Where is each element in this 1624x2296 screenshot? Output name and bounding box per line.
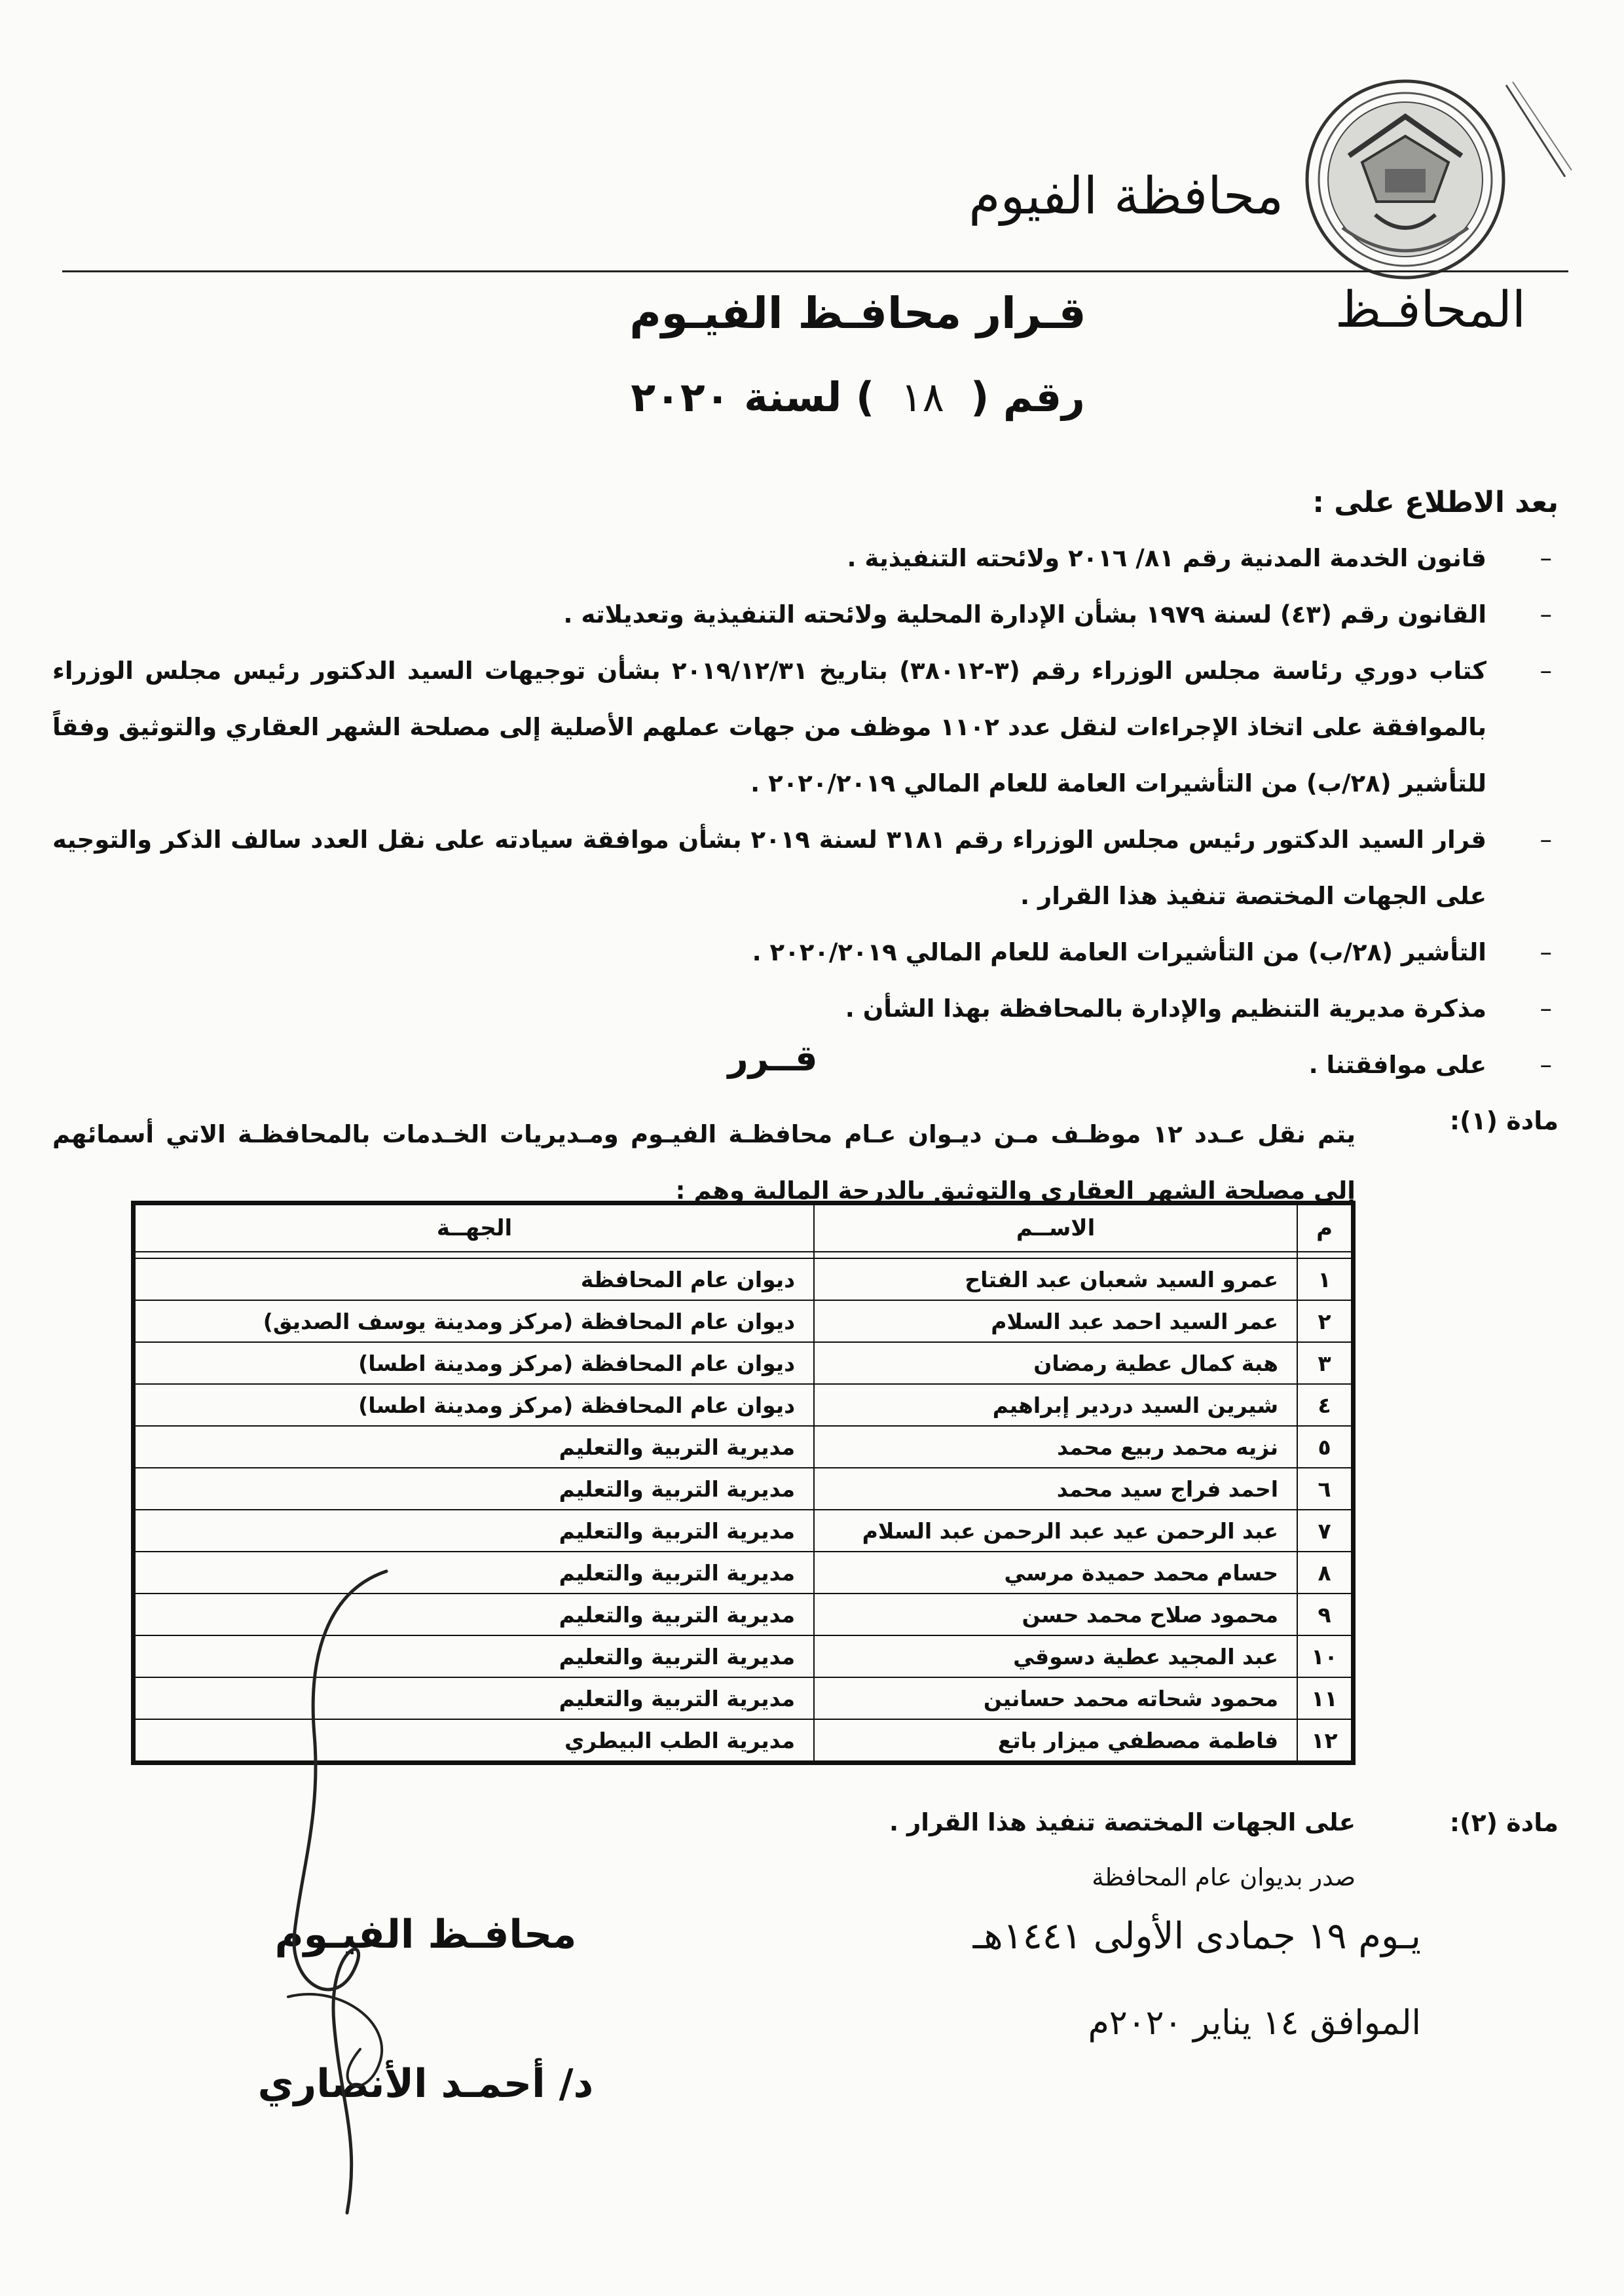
table-spacer-row	[135, 1252, 1352, 1258]
employee-department: مديرية التربية والتعليم	[135, 1594, 814, 1635]
decree-number-value: ١٨	[900, 373, 944, 421]
table-row	[135, 1468, 1352, 1510]
row-number: ١١	[1297, 1677, 1352, 1719]
preamble-item: – كتاب دوري رئاسة مجلس الوزراء رقم (٣-٣٨٠١٢) بتاريخ ٢٠١٩/١٢/٣١ بشأن توجيهات السيد الدكتور رئيس مجلس الوزراء بالموافقة على اتخاذ الإجراءات لنقل عدد ١١٠٢ موظف من جهات عملهم الأصلية إلى مصلحة الشهر العقاري والتوثيق وفقاً للتأشير (٢٨/ب) من التأشيرات العامة للعام المالي ٢٠٢٠/٢٠١٩ .	[52, 643, 1559, 812]
table-row	[135, 1510, 1352, 1552]
date-hijri: يـوم ١٩ جمادى الأولى ١٤٤١هـ	[972, 1915, 1421, 1958]
employee-name: حسام محمد حميدة مرسي	[814, 1552, 1297, 1594]
row-number: ١٠	[1297, 1635, 1352, 1677]
row-number: ٢	[1297, 1300, 1352, 1342]
employee-name: احمد فراج سيد محمد	[814, 1468, 1297, 1510]
employee-department: مديرية التربية والتعليم	[135, 1468, 814, 1510]
row-number: ٧	[1297, 1510, 1352, 1552]
employee-name: محمود شحاته محمد حسانين	[814, 1677, 1297, 1719]
row-number: ٦	[1297, 1468, 1352, 1510]
preamble-list	[52, 530, 1559, 1093]
row-number: ١٢	[1297, 1719, 1352, 1761]
issued-at: صدر بديوان عام المحافظة	[1092, 1863, 1356, 1891]
employee-name: محمود صلاح محمد حسن	[814, 1594, 1297, 1635]
employee-name: شيرين السيد دردير إبراهيم	[814, 1384, 1297, 1426]
row-number: ٨	[1297, 1552, 1352, 1594]
employee-name: عمرو السيد شعبان عبد الفتاح	[814, 1258, 1297, 1300]
employee-department: مديرية التربية والتعليم	[135, 1552, 814, 1594]
signer-title: محافـظ الفيـوم	[274, 1912, 577, 1958]
row-number: ٥	[1297, 1426, 1352, 1468]
article-2-text: على الجهات المختصة تنفيذ هذا القرار .	[889, 1808, 1356, 1836]
margin-pen-mark-icon	[1500, 79, 1578, 183]
decree-number-suffix: ) لسنة ٢٠٢٠	[631, 373, 875, 421]
employee-name: عبد المجيد عطية دسوقي	[814, 1635, 1297, 1677]
article-2-label: مادة (٢):	[1449, 1808, 1559, 1837]
column-header-name: الاســم	[814, 1205, 1297, 1252]
employee-department: مديرية التربية والتعليم	[135, 1510, 814, 1552]
row-number: ١	[1297, 1258, 1352, 1300]
table-row	[135, 1384, 1352, 1426]
row-number: ٤	[1297, 1384, 1352, 1426]
governorate-name: محافظة الفيوم	[969, 167, 1283, 226]
preamble-item: – التأشير (٢٨/ب) من التأشيرات العامة للعام المالي ٢٠٢٠/٢٠١٩ .	[52, 924, 1559, 981]
preamble-item: – قرار السيد الدكتور رئيس مجلس الوزراء رقم ٣١٨١ لسنة ٢٠١٩ بشأن موافقة سيادته على نقل العدد سالف الذكر والتوجيه على الجهات المختصة تنفيذ هذا القرار .	[52, 812, 1559, 924]
employee-department: ديوان عام المحافظة (مركز ومدينة اطسا)	[135, 1342, 814, 1384]
header-divider	[62, 270, 1568, 272]
employee-department: مديرية التربية والتعليم	[135, 1677, 814, 1719]
preamble-item: – قانون الخدمة المدنية رقم ٨١/ ٢٠١٦ ولائحته التنفيذية .	[52, 530, 1559, 587]
governorate-seal-icon	[1303, 77, 1507, 282]
preamble-item: – القانون رقم (٤٣) لسنة ١٩٧٩ بشأن الإدارة المحلية ولائحته التنفيذية وتعديلاته .	[52, 587, 1559, 643]
row-number: ٩	[1297, 1594, 1352, 1635]
decree-title: قـرار محافـظ الفيـوم	[629, 288, 1086, 338]
employee-department: ديوان عام المحافظة	[135, 1258, 814, 1300]
article-1-text: يتم نقل عـدد ١٢ موظـف مـن ديـوان عـام محافظـة الفيـوم ومـديريات الخـدمات بالمحافظـة الاتي أسمائهم إلى مصلحة الشهر العقاري والتوثيق بالدرجة المالية وهم :	[52, 1120, 1356, 1205]
employee-name: عمر السيد احمد عبد السلام	[814, 1300, 1297, 1342]
table-row	[135, 1342, 1352, 1384]
decree-number-prefix: رقم (	[970, 373, 1085, 421]
table-header-row	[135, 1205, 1352, 1252]
column-header-num: م	[1297, 1205, 1352, 1252]
employee-department: مديرية التربية والتعليم	[135, 1635, 814, 1677]
employee-name: نزيه محمد ربيع محمد	[814, 1426, 1297, 1468]
employee-name: فاطمة مصطفي ميزار باتع	[814, 1719, 1297, 1761]
table-row	[135, 1300, 1352, 1342]
employee-department: ديوان عام المحافظة (مركز ومدينة اطسا)	[135, 1384, 814, 1426]
table-row	[135, 1426, 1352, 1468]
employee-department: مديرية الطب البيطري	[135, 1719, 814, 1761]
employee-department: مديرية التربية والتعليم	[135, 1426, 814, 1468]
employee-department: ديوان عام المحافظة (مركز ومدينة يوسف الصديق)	[135, 1300, 814, 1342]
article-1-label: مادة (١):	[1449, 1106, 1559, 1135]
preamble-heading: بعد الاطلاع على :	[1312, 486, 1559, 519]
employee-name: هبة كمال عطية رمضان	[814, 1342, 1297, 1384]
signer-name: د/ أحمـد الأنصاري	[257, 2061, 594, 2107]
employee-name: عبد الرحمن عيد عبد الرحمن عبد السلام	[814, 1510, 1297, 1552]
decree-number	[511, 373, 1205, 421]
column-header-dept: الجهــة	[135, 1205, 814, 1252]
date-gregorian: الموافق ١٤ يناير ٢٠٢٠م	[1088, 2003, 1421, 2043]
preamble-item: – على موافقتنا .	[52, 1037, 1559, 1093]
handwritten-signature-icon	[249, 1565, 485, 2219]
governor-title: المحافـظ	[1335, 280, 1526, 338]
decision-heading: قــرر	[728, 1038, 818, 1079]
preamble-item: – مذكرة مديرية التنظيم والإدارة بالمحافظة بهذا الشأن .	[52, 981, 1559, 1037]
table-row	[135, 1258, 1352, 1300]
row-number: ٣	[1297, 1342, 1352, 1384]
